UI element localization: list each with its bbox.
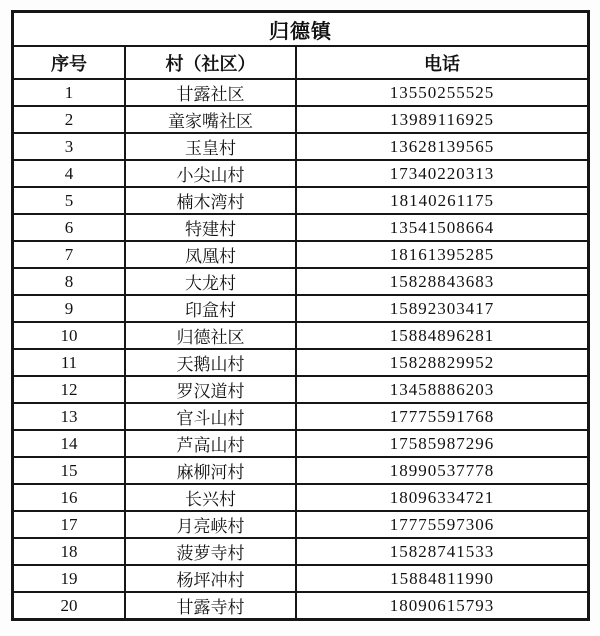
serial-cell: 2 [13,106,125,133]
table-row [13,565,588,592]
serial-cell: 5 [13,187,125,214]
village-cell: 小尖山村 [125,160,296,187]
village-cell: 甘露寺村 [125,592,296,619]
table-row [13,133,588,160]
table-row [13,430,588,457]
phone-cell: 15828741533 [296,538,588,565]
village-cell: 官斗山村 [125,403,296,430]
phone-cell: 13541508664 [296,214,588,241]
header-phone: 电话 [296,46,588,79]
table-row [13,538,588,565]
phone-cell: 15884896281 [296,322,588,349]
phone-cell: 15828843683 [296,268,588,295]
table-row [13,187,588,214]
phone-cell: 17775597306 [296,511,588,538]
village-cell: 芦高山村 [125,430,296,457]
table-row [13,457,588,484]
serial-cell: 14 [13,430,125,457]
phone-cell: 18096334721 [296,484,588,511]
village-cell: 归德社区 [125,322,296,349]
serial-cell: 8 [13,268,125,295]
village-cell: 杨坪冲村 [125,565,296,592]
phone-cell: 15892303417 [296,295,588,322]
village-cell: 凤凰村 [125,241,296,268]
phone-cell: 13628139565 [296,133,588,160]
serial-cell: 16 [13,484,125,511]
serial-cell: 3 [13,133,125,160]
village-cell: 楠木湾村 [125,187,296,214]
phone-cell: 18090615793 [296,592,588,619]
table-row [13,511,588,538]
phone-cell: 17340220313 [296,160,588,187]
table-row [13,79,588,106]
phone-cell: 15884811990 [296,565,588,592]
header-serial: 序号 [13,46,125,79]
village-cell: 罗汉道村 [125,376,296,403]
village-cell: 麻柳河村 [125,457,296,484]
phone-cell: 18990537778 [296,457,588,484]
table-row [13,241,588,268]
serial-cell: 20 [13,592,125,619]
table-row [13,295,588,322]
serial-cell: 17 [13,511,125,538]
table-row [13,268,588,295]
serial-cell: 6 [13,214,125,241]
table-row [13,484,588,511]
village-cell: 菠萝寺村 [125,538,296,565]
table-row [13,376,588,403]
phone-cell: 17585987296 [296,430,588,457]
village-cell: 长兴村 [125,484,296,511]
serial-cell: 9 [13,295,125,322]
phone-cell: 18140261175 [296,187,588,214]
phone-cell: 17775591768 [296,403,588,430]
table-row [13,403,588,430]
village-cell: 玉皇村 [125,133,296,160]
table-row [13,214,588,241]
header-village: 村（社区） [125,46,296,79]
table-row [13,106,588,133]
serial-cell: 19 [13,565,125,592]
village-cell: 印盒村 [125,295,296,322]
village-cell: 月亮峡村 [125,511,296,538]
table-row [13,160,588,187]
serial-cell: 4 [13,160,125,187]
serial-cell: 18 [13,538,125,565]
phone-cell: 13989116925 [296,106,588,133]
phone-cell: 13550255525 [296,79,588,106]
serial-cell: 7 [13,241,125,268]
village-cell: 甘露社区 [125,79,296,106]
table-row [13,592,588,619]
title-row [13,12,588,46]
serial-cell: 11 [13,349,125,376]
serial-cell: 10 [13,322,125,349]
table-body [13,79,588,619]
serial-cell: 15 [13,457,125,484]
village-cell: 特建村 [125,214,296,241]
phone-directory-table [11,10,590,621]
table-row [13,322,588,349]
table-row [13,349,588,376]
phone-cell: 18161395285 [296,241,588,268]
phone-cell: 15828829952 [296,349,588,376]
phone-cell: 13458886203 [296,376,588,403]
serial-cell: 12 [13,376,125,403]
village-cell: 童家嘴社区 [125,106,296,133]
village-cell: 大龙村 [125,268,296,295]
serial-cell: 13 [13,403,125,430]
header-row [13,46,588,79]
serial-cell: 1 [13,79,125,106]
village-cell: 天鹅山村 [125,349,296,376]
table-title: 归德镇 [13,12,588,46]
